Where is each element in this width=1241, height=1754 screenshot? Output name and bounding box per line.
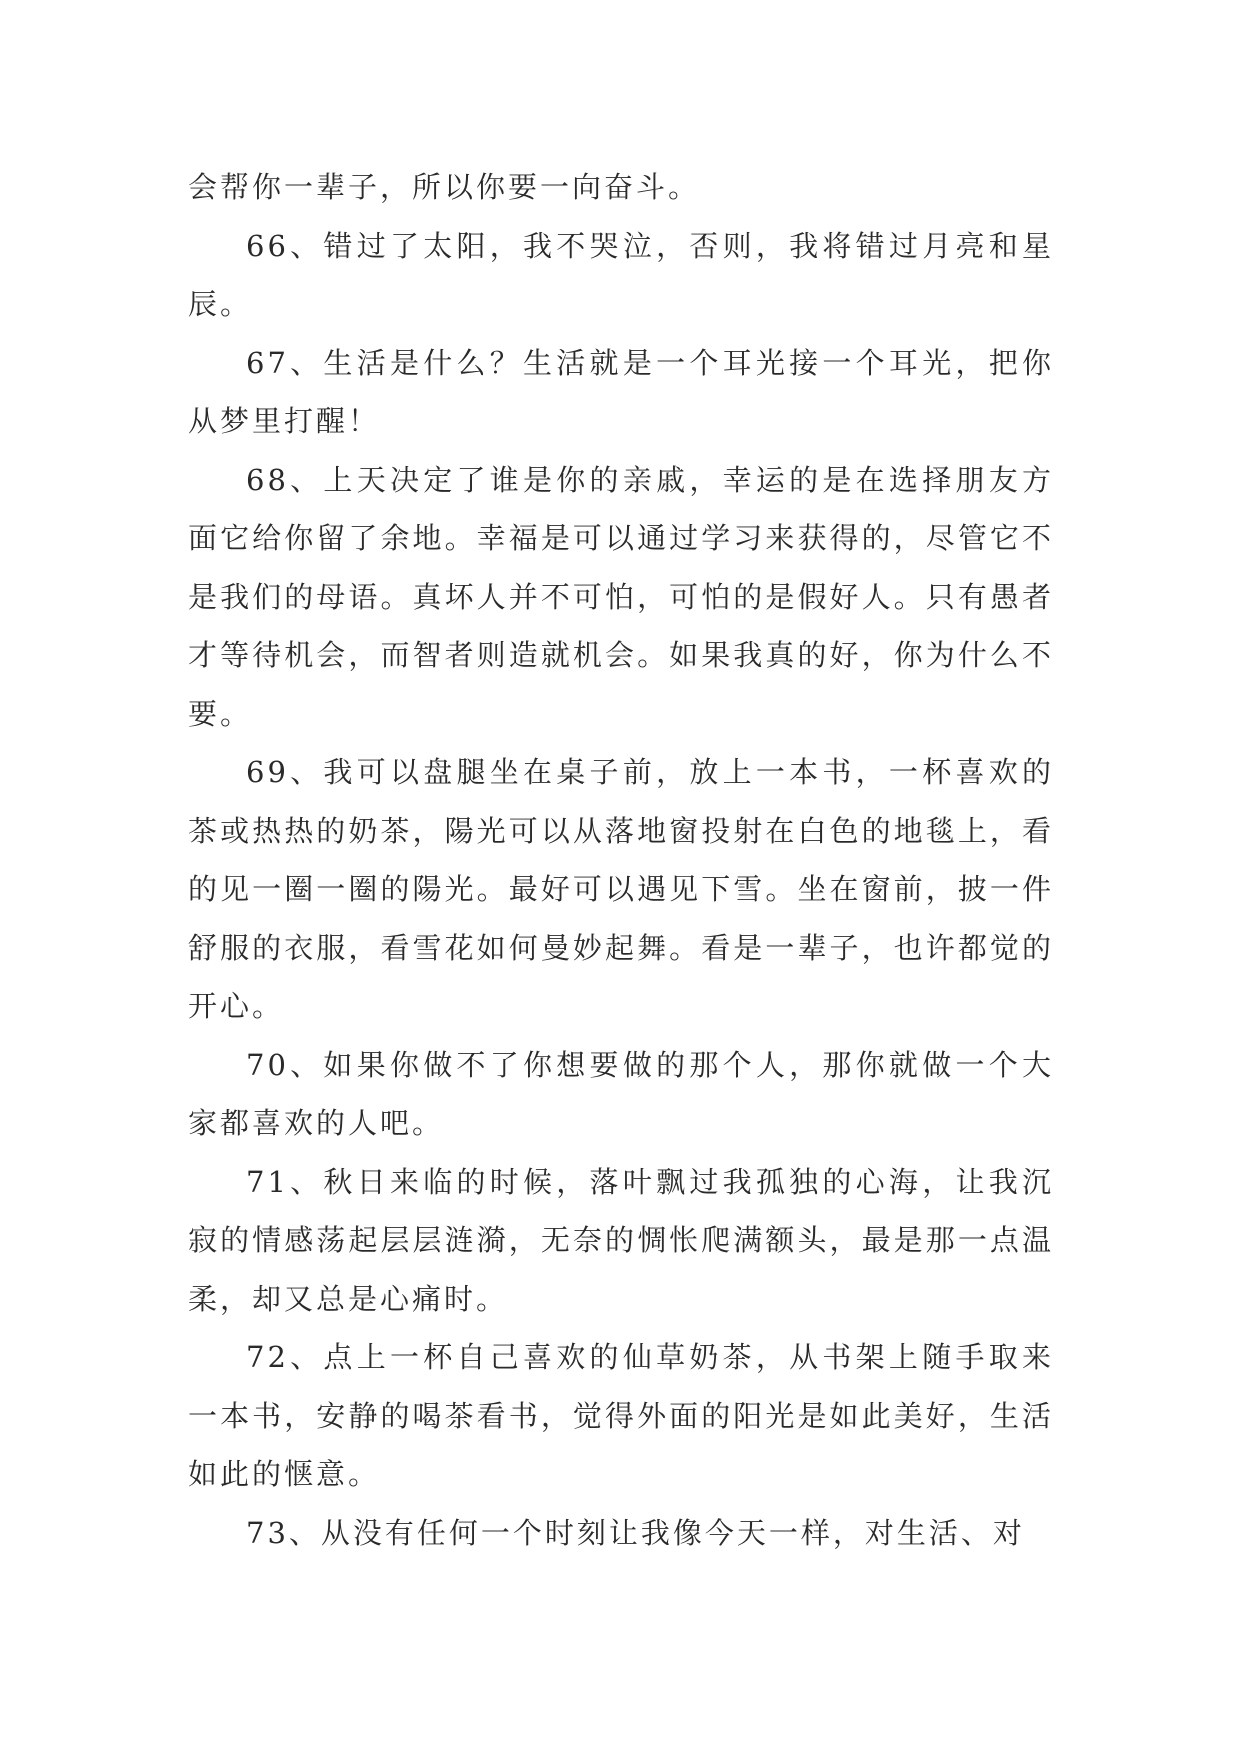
- paragraph-66: 66、错过了太阳，我不哭泣，否则，我将错过月亮和星辰。: [188, 228, 1054, 321]
- paragraph-71: 71、秋日来临的时候，落叶飘过我孤独的心海，让我沉寂的情感荡起层层涟漪，无奈的惆怅爬满额头，最是那一点温柔，却又总是心痛时。: [188, 1164, 1054, 1316]
- paragraph-67: 67、生活是什么？生活就是一个耳光接一个耳光，把你从梦里打醒！: [188, 345, 1054, 438]
- paragraph-72: 72、点上一杯自己喜欢的仙草奶茶，从书架上随手取来一本书，安静的喝茶看书，觉得外面的阳光是如此美好，生活如此的惬意。: [188, 1340, 1054, 1491]
- paragraph-70: 70、如果你做不了你想要做的那个人，那你就做一个大家都喜欢的人吧。: [188, 1047, 1054, 1140]
- body-text: [188, 158, 1054, 1562]
- paragraph-69: 69、我可以盘腿坐在桌子前，放上一本书，一杯喜欢的茶或热热的奶茶，陽光可以从落地窗投射在白色的地毯上，看的见一圈一圈的陽光。最好可以遇见下雪。坐在窗前，披一件舒服的衣服，看雪花如何曼妙起舞。看是一辈子，也许都觉的开心。: [188, 755, 1054, 1023]
- paragraph-73: 73、从没有任何一个时刻让我像今天一样，对生活、对: [246, 1515, 1025, 1550]
- paragraph-continuation: 会帮你一辈子，所以你要一向奋斗。: [188, 170, 701, 204]
- paragraph-68: 68、上天决定了谁是你的亲戚，幸运的是在选择朋友方面它给你留了余地。幸福是可以通过学习来获得的，尽管它不是我们的母语。真坏人并不可怕，可怕的是假好人。只有愚者才等待机会，而智者则造就机会。如果我真的好，你为什么不要。: [188, 462, 1054, 731]
